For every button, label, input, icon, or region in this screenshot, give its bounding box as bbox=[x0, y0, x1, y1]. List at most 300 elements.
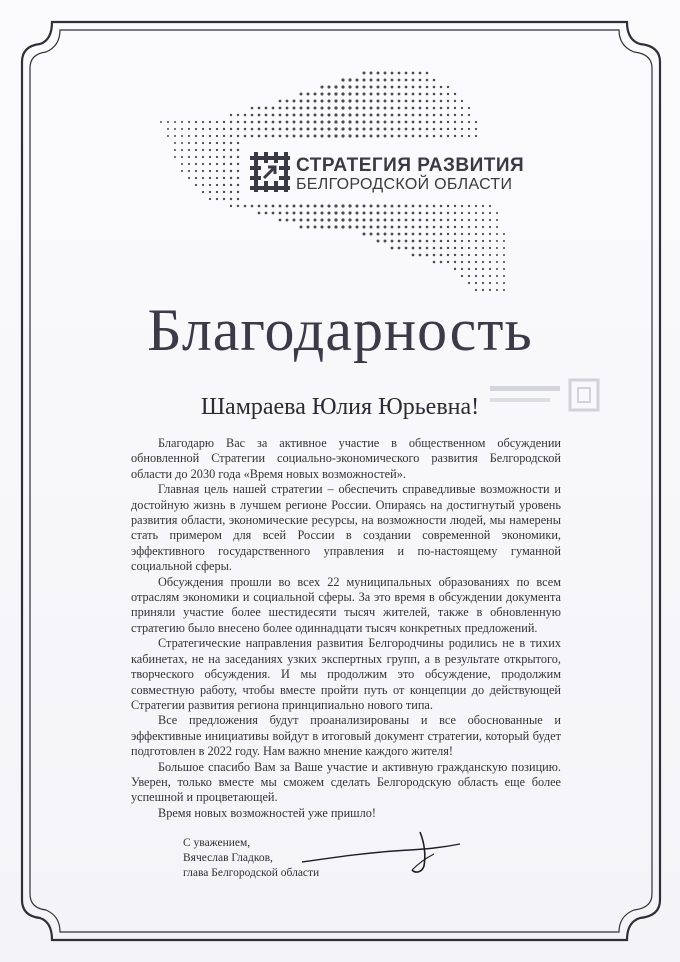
map-dot bbox=[496, 212, 498, 214]
map-dot bbox=[482, 275, 484, 277]
map-dot bbox=[341, 211, 344, 214]
map-dot bbox=[195, 121, 197, 123]
map-dot bbox=[503, 247, 505, 249]
map-dot bbox=[355, 92, 358, 95]
map-dot bbox=[209, 198, 211, 200]
map-dot bbox=[355, 99, 358, 102]
map-dot bbox=[391, 205, 394, 208]
map-dot bbox=[307, 93, 310, 96]
map-dot bbox=[355, 113, 358, 116]
map-dot bbox=[426, 212, 429, 215]
map-dot bbox=[489, 289, 491, 291]
map-dot bbox=[355, 204, 358, 207]
map-dot bbox=[384, 114, 387, 117]
map-dot bbox=[370, 233, 373, 236]
map-dot bbox=[384, 107, 387, 110]
map-dot bbox=[300, 121, 303, 124]
map-dot bbox=[426, 254, 429, 257]
map-dot bbox=[320, 99, 323, 102]
map-dot bbox=[475, 128, 477, 130]
map-dot bbox=[475, 240, 477, 242]
map-dot bbox=[307, 128, 310, 131]
map-dot bbox=[181, 142, 183, 144]
map-dot bbox=[286, 107, 289, 110]
map-dot bbox=[300, 128, 303, 131]
map-dot bbox=[405, 93, 408, 96]
map-dot bbox=[237, 156, 239, 158]
map-dot bbox=[384, 219, 387, 222]
map-dot bbox=[433, 247, 436, 250]
map-dot bbox=[454, 128, 456, 130]
map-dot bbox=[307, 226, 310, 229]
map-dot bbox=[468, 282, 470, 284]
map-dot bbox=[419, 128, 422, 131]
map-dot bbox=[286, 121, 289, 124]
map-dot bbox=[341, 225, 344, 228]
map-dot bbox=[454, 226, 456, 228]
map-dot bbox=[293, 205, 296, 208]
map-dot bbox=[202, 142, 204, 144]
map-dot bbox=[209, 121, 211, 123]
map-dot bbox=[334, 85, 337, 88]
map-dot bbox=[447, 86, 449, 88]
map-dot bbox=[348, 113, 351, 116]
map-dot bbox=[391, 93, 394, 96]
map-dot bbox=[482, 289, 484, 291]
map-dot bbox=[348, 78, 351, 81]
map-dot bbox=[454, 240, 456, 242]
map-dot bbox=[405, 135, 408, 138]
map-dot bbox=[279, 219, 282, 222]
map-dot bbox=[419, 79, 422, 82]
map-dot bbox=[341, 78, 344, 81]
map-dot bbox=[341, 204, 344, 207]
map-dot bbox=[391, 219, 394, 222]
map-dot bbox=[216, 198, 218, 200]
map-dot bbox=[398, 128, 401, 131]
map-dot bbox=[447, 219, 449, 221]
map-dot bbox=[348, 134, 351, 137]
map-dot bbox=[181, 149, 183, 151]
map-dot bbox=[265, 212, 268, 215]
map-dot bbox=[320, 120, 323, 123]
map-dot bbox=[334, 204, 337, 207]
map-dot bbox=[334, 127, 337, 130]
map-dot bbox=[482, 233, 484, 235]
map-dot bbox=[341, 99, 344, 102]
map-dot bbox=[377, 93, 380, 96]
map-dot bbox=[307, 107, 310, 110]
map-dot bbox=[412, 233, 415, 236]
map-dot bbox=[216, 184, 218, 186]
map-dot bbox=[461, 107, 463, 109]
map-dot bbox=[461, 205, 463, 207]
map-dot bbox=[195, 135, 197, 137]
map-dot bbox=[447, 135, 449, 137]
map-dot bbox=[188, 149, 190, 151]
document-title: Благодарность bbox=[147, 297, 533, 363]
map-dot bbox=[503, 254, 505, 256]
map-dot bbox=[426, 114, 429, 117]
map-dot bbox=[237, 191, 239, 193]
map-dot bbox=[454, 219, 456, 221]
map-dot bbox=[482, 240, 484, 242]
map-dot bbox=[307, 205, 310, 208]
map-dot bbox=[412, 205, 415, 208]
map-dot bbox=[355, 211, 358, 214]
map-dot bbox=[195, 149, 197, 151]
map-dot bbox=[293, 212, 296, 215]
map-dot bbox=[440, 128, 443, 131]
map-dot bbox=[377, 100, 380, 103]
map-dot bbox=[230, 184, 232, 186]
map-dot bbox=[496, 254, 498, 256]
map-dot bbox=[384, 121, 387, 124]
map-dot bbox=[377, 72, 380, 75]
map-dot bbox=[433, 128, 436, 131]
map-dot bbox=[272, 128, 275, 131]
map-dot bbox=[362, 211, 365, 214]
map-dot bbox=[313, 134, 316, 137]
map-dot bbox=[482, 282, 484, 284]
map-dot bbox=[447, 261, 449, 263]
map-dot bbox=[503, 268, 505, 270]
map-dot bbox=[433, 100, 436, 103]
map-dot bbox=[279, 100, 282, 103]
map-dot bbox=[426, 107, 429, 110]
map-dot bbox=[216, 121, 218, 123]
map-dot bbox=[461, 114, 463, 116]
map-dot bbox=[433, 135, 436, 138]
map-dot bbox=[398, 79, 401, 82]
map-dot bbox=[293, 219, 296, 222]
map-dot bbox=[362, 106, 365, 109]
map-dot bbox=[475, 254, 477, 256]
map-dot bbox=[341, 127, 344, 130]
map-dot bbox=[272, 135, 275, 138]
map-dot bbox=[377, 86, 380, 89]
map-dot bbox=[447, 93, 449, 95]
map-dot bbox=[348, 211, 351, 214]
map-dot bbox=[454, 135, 456, 137]
paragraph: Большое спасибо Вам за Ваше участие и активную гражданскую позицию. Уверен, только вместе мы сможем сделать Белгородскую область еще более успешной и процветающей. bbox=[131, 759, 561, 805]
map-dot bbox=[384, 128, 387, 131]
map-dot bbox=[223, 142, 225, 144]
map-dot bbox=[412, 107, 415, 110]
map-dot bbox=[202, 184, 204, 186]
map-dot bbox=[362, 78, 365, 81]
map-dot bbox=[419, 240, 422, 243]
map-dot bbox=[327, 204, 330, 207]
closing-block bbox=[183, 836, 319, 881]
signatory-name: Вячеслав Гладков, bbox=[183, 852, 273, 864]
map-dot bbox=[468, 135, 470, 137]
letter-body bbox=[131, 436, 561, 821]
map-dot bbox=[334, 99, 337, 102]
map-dot bbox=[384, 240, 387, 243]
map-dot bbox=[300, 114, 303, 117]
map-dot bbox=[370, 212, 373, 215]
map-dot bbox=[426, 240, 429, 243]
map-dot bbox=[447, 254, 449, 256]
map-dot bbox=[258, 212, 261, 215]
map-dot bbox=[426, 226, 429, 229]
map-dot bbox=[202, 163, 204, 165]
map-dot bbox=[426, 93, 429, 96]
map-dot bbox=[202, 121, 204, 123]
map-dot bbox=[447, 247, 449, 249]
map-dot bbox=[320, 218, 323, 221]
map-dot bbox=[188, 156, 190, 158]
map-dot bbox=[489, 219, 491, 221]
paragraph: Обсуждения прошли во всех 22 муниципальных образованиях по всем отраслям экономики и социальной сферы. За это время в обсуждении документа приняли участие более шестидесяти тысяч жителей, также в обновленную стратегию было внесено более одиннадцати тысяч конкретных предложений. bbox=[131, 574, 561, 635]
map-dot bbox=[377, 121, 380, 124]
map-dot bbox=[398, 107, 401, 110]
map-dot bbox=[237, 121, 239, 123]
map-dot bbox=[230, 205, 232, 207]
map-dot bbox=[412, 100, 415, 103]
map-dot bbox=[272, 212, 275, 215]
map-dot bbox=[433, 226, 436, 229]
map-dot bbox=[230, 121, 232, 123]
map-dot bbox=[167, 128, 169, 130]
map-dot bbox=[433, 240, 436, 243]
map-dot bbox=[391, 240, 394, 243]
map-dot bbox=[405, 86, 408, 89]
map-dot bbox=[355, 78, 358, 81]
map-dot bbox=[377, 128, 380, 131]
map-dot bbox=[489, 226, 491, 228]
map-dot bbox=[426, 72, 429, 75]
map-dot bbox=[355, 120, 358, 123]
map-dot bbox=[279, 128, 282, 131]
map-dot bbox=[307, 219, 310, 222]
map-dot bbox=[482, 261, 484, 263]
map-dot bbox=[496, 233, 498, 235]
map-dot bbox=[461, 254, 463, 256]
map-dot bbox=[440, 121, 443, 124]
map-dot bbox=[237, 114, 239, 116]
map-dot bbox=[251, 128, 254, 131]
map-dot bbox=[468, 107, 470, 109]
map-dot bbox=[426, 86, 429, 89]
map-dot bbox=[377, 219, 380, 222]
map-dot bbox=[320, 225, 323, 228]
map-dot bbox=[167, 135, 169, 137]
map-dot bbox=[362, 113, 365, 116]
map-dot bbox=[468, 128, 470, 130]
map-dot bbox=[454, 93, 456, 95]
map-dot bbox=[286, 114, 289, 117]
map-dot bbox=[327, 120, 330, 123]
map-dot bbox=[286, 100, 289, 103]
map-dot bbox=[482, 219, 484, 221]
map-dot bbox=[377, 107, 380, 110]
map-dot bbox=[265, 121, 268, 124]
map-dot bbox=[370, 100, 373, 103]
map-dot bbox=[398, 226, 401, 229]
map-dot bbox=[174, 121, 176, 123]
map-dot bbox=[174, 128, 176, 130]
map-dot bbox=[313, 127, 316, 130]
map-dot bbox=[461, 226, 463, 228]
map-dot bbox=[195, 184, 197, 186]
map-dot bbox=[412, 247, 415, 250]
map-dot bbox=[398, 233, 401, 236]
map-dot bbox=[405, 212, 408, 215]
map-dot bbox=[300, 107, 303, 110]
map-dot bbox=[348, 218, 351, 221]
map-dot bbox=[370, 128, 373, 131]
map-dot bbox=[355, 225, 358, 228]
map-dot bbox=[405, 72, 408, 75]
map-dot bbox=[160, 121, 162, 123]
map-dot bbox=[440, 114, 443, 117]
map-dot bbox=[391, 233, 394, 236]
map-dot bbox=[391, 121, 394, 124]
map-dot bbox=[440, 247, 443, 250]
map-dot bbox=[419, 233, 422, 236]
map-dot bbox=[216, 128, 218, 130]
map-dot bbox=[327, 218, 330, 221]
map-dot bbox=[419, 212, 422, 215]
map-dot bbox=[181, 156, 183, 158]
map-dot bbox=[496, 247, 498, 249]
map-dot bbox=[327, 92, 330, 95]
map-dot bbox=[209, 184, 211, 186]
map-dot bbox=[440, 233, 443, 236]
map-dot bbox=[419, 254, 422, 257]
map-dot bbox=[223, 191, 225, 193]
map-dot bbox=[300, 93, 303, 96]
map-dot bbox=[384, 79, 387, 82]
map-dot bbox=[377, 212, 380, 215]
map-dot bbox=[440, 135, 443, 138]
map-dot bbox=[195, 128, 197, 130]
map-dot bbox=[195, 177, 197, 179]
strategy-grid-icon bbox=[250, 152, 290, 192]
map-dot bbox=[440, 100, 443, 103]
map-dot bbox=[223, 163, 225, 165]
map-dot bbox=[447, 226, 449, 228]
map-dot bbox=[496, 289, 498, 291]
map-dot bbox=[362, 85, 365, 88]
map-dot bbox=[412, 240, 415, 243]
map-dot bbox=[320, 85, 323, 88]
map-dot bbox=[398, 100, 401, 103]
map-dot bbox=[223, 149, 225, 151]
map-dot bbox=[223, 128, 225, 130]
map-dot bbox=[237, 205, 239, 207]
map-dot bbox=[174, 156, 176, 158]
map-dot bbox=[377, 233, 380, 236]
map-dot bbox=[496, 226, 498, 228]
map-dot bbox=[377, 226, 380, 229]
map-dot bbox=[300, 212, 303, 215]
map-dot bbox=[468, 114, 470, 116]
map-dot bbox=[307, 121, 310, 124]
map-dot bbox=[300, 226, 303, 229]
map-dot bbox=[475, 268, 477, 270]
map-dot bbox=[202, 177, 204, 179]
map-dot bbox=[237, 135, 239, 137]
map-dot bbox=[313, 99, 316, 102]
map-dot bbox=[251, 114, 254, 117]
map-dot bbox=[370, 121, 373, 124]
map-dot bbox=[489, 240, 491, 242]
map-dot bbox=[251, 205, 254, 208]
map-dot bbox=[503, 275, 505, 277]
map-dot bbox=[265, 128, 268, 131]
map-dot bbox=[489, 282, 491, 284]
map-dot bbox=[405, 233, 408, 236]
paragraph: Все предложения будут проанализированы и все обоснованные и эффективные инициативы войдут в итоговый документ стратегии, который будет подготовлен в 2022 году. Нам важно мнение каждого жителя! bbox=[131, 713, 561, 759]
map-dot bbox=[300, 205, 303, 208]
map-dot bbox=[426, 233, 429, 236]
map-dot bbox=[398, 240, 401, 243]
map-dot bbox=[447, 212, 449, 214]
map-dot bbox=[475, 226, 477, 228]
map-dot bbox=[230, 198, 232, 200]
map-dot bbox=[440, 205, 443, 208]
map-dot bbox=[216, 163, 218, 165]
map-dot bbox=[216, 170, 218, 172]
map-dot bbox=[167, 121, 169, 123]
map-dot bbox=[237, 128, 239, 130]
map-dot bbox=[341, 218, 344, 221]
map-dot bbox=[230, 163, 232, 165]
map-dot bbox=[327, 127, 330, 130]
map-dot bbox=[300, 219, 303, 222]
map-dot bbox=[412, 72, 415, 75]
map-dot bbox=[362, 232, 365, 235]
map-dot bbox=[468, 121, 470, 123]
map-dot bbox=[334, 134, 337, 137]
map-dot bbox=[181, 170, 183, 172]
map-dot bbox=[468, 226, 470, 228]
map-dot bbox=[398, 219, 401, 222]
map-dot bbox=[195, 142, 197, 144]
map-dot bbox=[496, 261, 498, 263]
map-dot bbox=[348, 204, 351, 207]
map-dot bbox=[398, 247, 401, 250]
map-dot bbox=[433, 261, 436, 264]
map-dot bbox=[313, 204, 316, 207]
map-dot bbox=[237, 177, 239, 179]
map-dot bbox=[419, 100, 422, 103]
map-dot bbox=[209, 191, 211, 193]
map-dot bbox=[258, 107, 261, 110]
map-dot bbox=[293, 107, 296, 110]
map-dot bbox=[454, 268, 456, 270]
map-dot bbox=[362, 120, 365, 123]
map-dot bbox=[188, 135, 190, 137]
logo-subtitle: БЕЛГОРОДСКОЙ ОБЛАСТИ bbox=[296, 176, 513, 193]
map-dot bbox=[377, 240, 380, 243]
map-dot bbox=[209, 163, 211, 165]
map-dot bbox=[468, 205, 470, 207]
map-dot bbox=[419, 219, 422, 222]
map-dot bbox=[370, 79, 373, 82]
map-dot bbox=[461, 261, 463, 263]
map-dot bbox=[188, 170, 190, 172]
map-dot bbox=[307, 212, 310, 215]
map-dot bbox=[419, 205, 422, 208]
map-dot bbox=[405, 219, 408, 222]
map-dot bbox=[320, 134, 323, 137]
map-dot bbox=[355, 85, 358, 88]
map-dot bbox=[174, 135, 176, 137]
